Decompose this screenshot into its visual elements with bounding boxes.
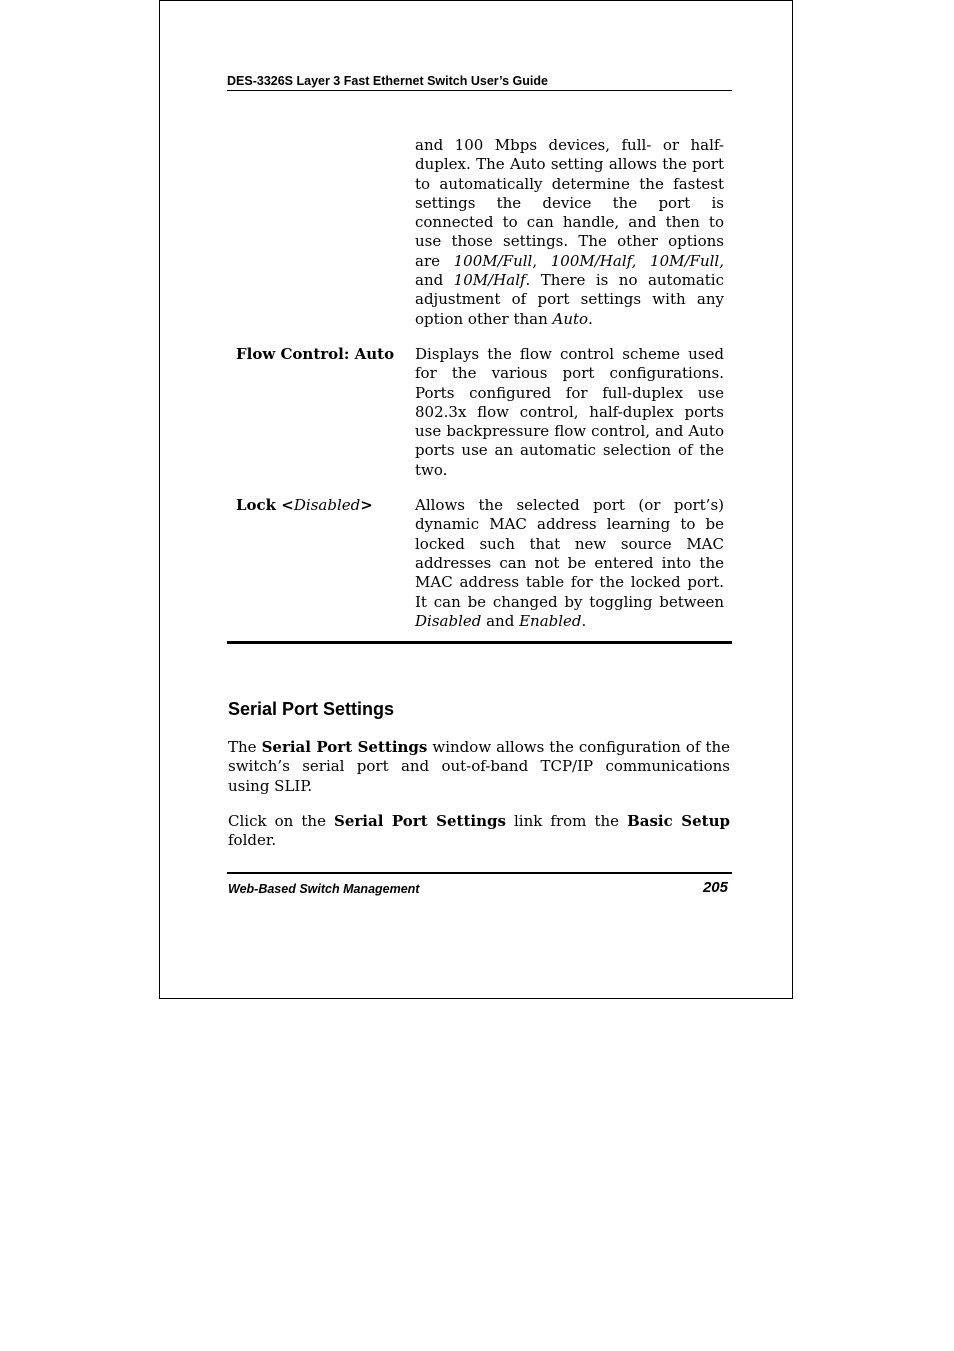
definition-row-speed-duplex xyxy=(227,136,732,329)
definition-term: Lock <Disabled> xyxy=(236,496,373,515)
footer-title: Web-Based Switch Management xyxy=(228,882,420,896)
page-number: 205 xyxy=(702,879,728,896)
section-title: Serial Port Settings xyxy=(228,699,395,719)
running-header: DES-3326S Layer 3 Fast Ethernet Switch User’s Guide xyxy=(227,74,732,91)
table-bottom-rule xyxy=(227,641,732,644)
definition-description: and 100 Mbps devices, full- or half-duplex. The Auto setting allows the port to automatically determine the fastest settings the device the port is connected to can handle, and then to use those settings. The other options are 100M/Full, 100M/Half, 10M/Full, and 10M/Half. There is no automatic adjustment of port settings with any option other than Auto. xyxy=(415,136,724,328)
definition-description: Allows the selected port (or port’s) dynamic MAC address learning to be locked such that new source MAC addresses can not be entered into the MAC address table for the locked port. It can be changed by toggling between Disabled and Enabled. xyxy=(415,496,724,630)
body-paragraph: Click on the Serial Port Settings link from the Basic Setup folder. xyxy=(228,812,730,850)
definition-description: Displays the flow control scheme used for the various port configurations. Ports configured for full-duplex use 802.3x flow control, half-duplex ports use backpressure flow control, and Auto ports use an automatic selection of the two. xyxy=(415,344,724,479)
footer-rule xyxy=(227,872,732,874)
definition-table xyxy=(227,136,732,631)
definition-row-lock xyxy=(227,496,732,631)
definition-term: Flow Control: Auto xyxy=(236,344,395,363)
body-paragraph: The Serial Port Settings window allows the configuration of the switch’s serial port and out-of-band TCP/IP communications using SLIP. xyxy=(228,738,731,795)
definition-row-flow-control xyxy=(227,345,732,480)
